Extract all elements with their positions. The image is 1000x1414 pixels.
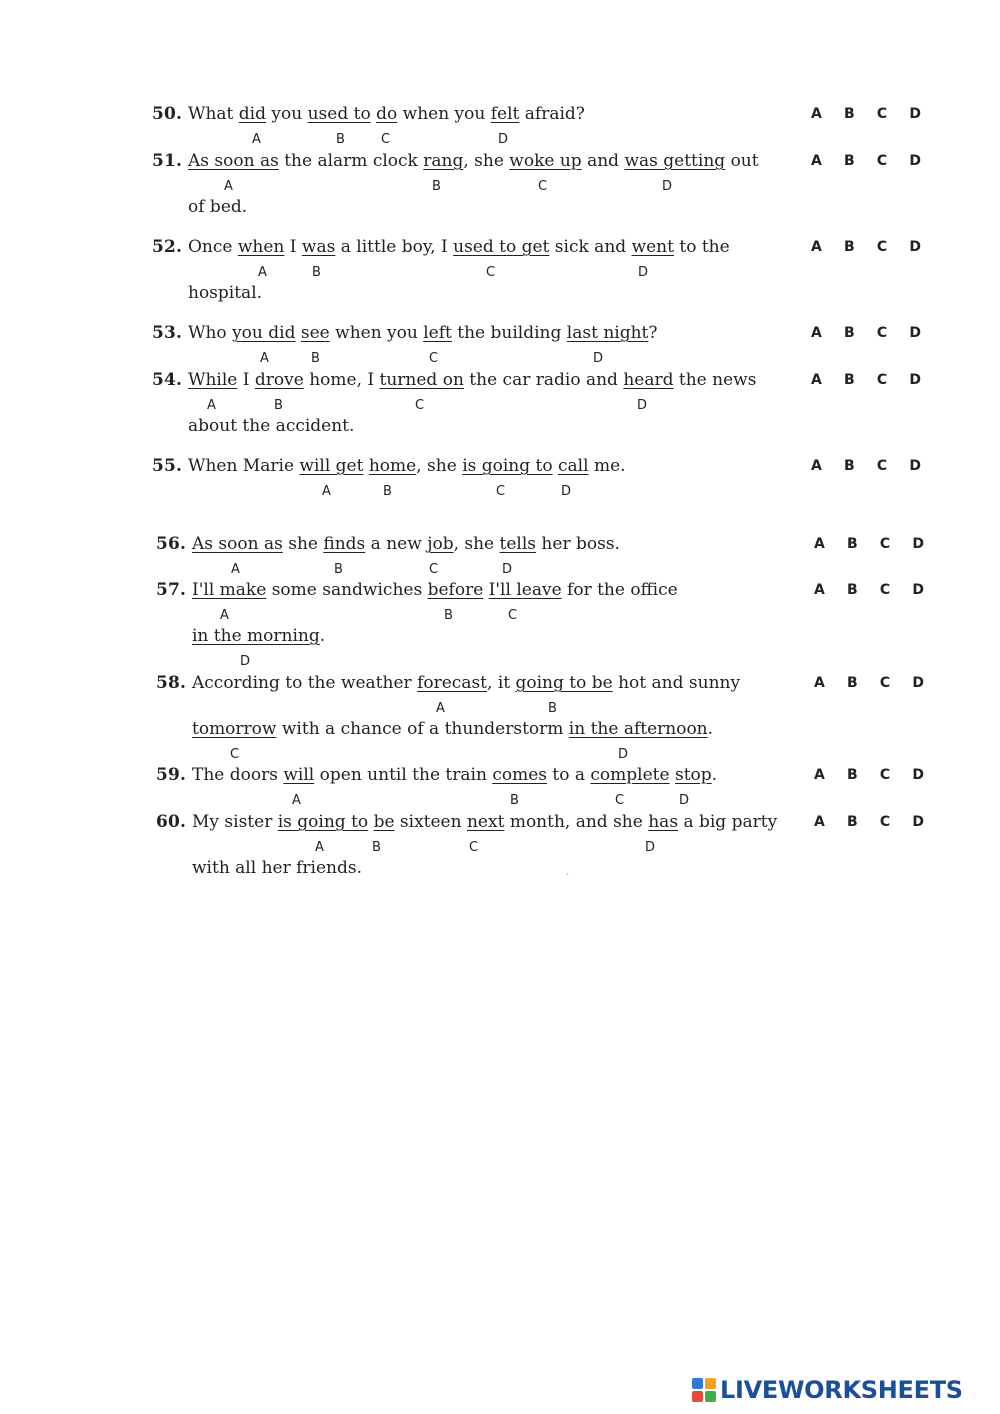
question-number: 50. (152, 104, 183, 124)
text-fragment: . (319, 626, 326, 646)
choice-c-button[interactable]: C (876, 458, 888, 474)
liveworksheets-logo (692, 1376, 963, 1404)
option-label-c: C (429, 562, 439, 577)
text-fragment: me. (588, 456, 626, 476)
question-line-1 (188, 456, 626, 476)
choice-a-button[interactable]: A (811, 325, 822, 341)
logo-text: LIVEWORKSHEETS (720, 1376, 963, 1404)
logo-grid-icon (692, 1378, 716, 1402)
choice-d-button[interactable]: D (909, 106, 921, 122)
answer-choices (811, 325, 921, 341)
option-label-c: C (415, 398, 425, 413)
question-number: 55. (152, 456, 183, 476)
option-label-a: A (252, 132, 261, 147)
underlined-option: rang (423, 151, 464, 171)
option-label-a: A (315, 840, 324, 855)
underlined-option: drove (254, 370, 304, 390)
option-label-d: D (502, 562, 513, 577)
question-line-1 (192, 673, 740, 693)
answer-choices (814, 536, 924, 552)
option-label-a: A (258, 265, 267, 280)
choice-a-button[interactable]: A (814, 675, 825, 691)
choice-b-button[interactable]: B (847, 536, 858, 552)
underlined-option: is going to (462, 456, 553, 476)
choice-b-button[interactable]: B (847, 582, 858, 598)
option-label-a: A (436, 701, 445, 716)
text-fragment: when you (397, 104, 491, 124)
choice-d-button[interactable]: D (912, 536, 924, 552)
question-line-1 (192, 765, 717, 785)
choice-b-button[interactable]: B (844, 372, 855, 388)
text-fragment: and (581, 151, 625, 171)
option-label-a: A (224, 179, 233, 194)
option-label-d: D (561, 484, 572, 499)
text-fragment: , she (463, 151, 510, 171)
text-fragment: month, and she (504, 812, 649, 832)
choice-a-button[interactable]: A (811, 239, 822, 255)
underlined-option: you did (232, 323, 296, 343)
text-fragment: hot and sunny (612, 673, 741, 693)
underlined-option: left (423, 323, 452, 343)
underlined-option: will get (299, 456, 364, 476)
option-label-b: B (444, 608, 453, 623)
option-label-a: A (260, 351, 269, 366)
choice-c-button[interactable]: C (879, 675, 891, 691)
option-label-b: B (274, 398, 283, 413)
stray-mark: ˎ (566, 866, 570, 875)
choice-c-button[interactable]: C (876, 106, 888, 122)
choice-c-button[interactable]: C (876, 372, 888, 388)
answer-choices (811, 106, 921, 122)
question-line-2: hospital. (188, 283, 263, 303)
option-label-d: D (679, 793, 690, 808)
choice-b-button[interactable]: B (847, 767, 858, 783)
choice-c-button[interactable]: C (876, 153, 888, 169)
text-fragment: ? (648, 323, 658, 343)
option-label-c: C (381, 132, 391, 147)
question-number: 59. (156, 765, 187, 785)
choice-d-button[interactable]: D (909, 458, 921, 474)
text-fragment: out (725, 151, 759, 171)
option-label-a: A (292, 793, 301, 808)
choice-c-button[interactable]: C (879, 536, 891, 552)
underlined-option: in the afternoon (568, 719, 708, 739)
option-label-c: C (469, 840, 479, 855)
choice-d-button[interactable]: D (912, 582, 924, 598)
question-number: 53. (152, 323, 183, 343)
choice-b-button[interactable]: B (847, 675, 858, 691)
underlined-option: job (427, 534, 454, 554)
text-fragment: for the office (561, 580, 678, 600)
underlined-option: next (466, 812, 505, 832)
underlined-option: in the morning (192, 626, 320, 646)
option-label-a: A (231, 562, 240, 577)
option-label-b: B (383, 484, 392, 499)
option-label-c: C (538, 179, 548, 194)
option-label-b: B (432, 179, 441, 194)
underlined-option: comes (492, 765, 547, 785)
option-label-b: B (548, 701, 557, 716)
question-line-2: about the accident. (188, 416, 355, 436)
underlined-option: turned on (379, 370, 464, 390)
underlined-option: is going to (277, 812, 369, 832)
text-fragment: some sandwiches (266, 580, 428, 600)
question-line-2 (192, 626, 325, 646)
text-fragment: you (266, 104, 308, 124)
question-line-2 (192, 719, 713, 739)
choice-b-button[interactable]: B (844, 106, 855, 122)
choice-a-button[interactable]: A (811, 153, 822, 169)
text-fragment: . (707, 719, 714, 739)
question-number: 52. (152, 237, 183, 257)
question-number: 60. (156, 812, 187, 832)
text-fragment: My sister (192, 812, 278, 832)
underlined-option: While (188, 370, 238, 390)
text-fragment: the news (673, 370, 757, 390)
underlined-option: finds (323, 534, 366, 554)
text-fragment: I (237, 370, 255, 390)
choice-b-button[interactable]: B (844, 239, 855, 255)
text-fragment: her boss. (536, 534, 620, 554)
choice-c-button[interactable]: C (879, 582, 891, 598)
option-label-d: D (645, 840, 656, 855)
underlined-option: see (300, 323, 330, 343)
question-line-1 (192, 580, 678, 600)
option-label-c: C (615, 793, 625, 808)
underlined-option: I'll make (192, 580, 267, 600)
answer-choices (814, 767, 924, 783)
underlined-option: will (283, 765, 315, 785)
question-line-1 (188, 237, 730, 257)
option-label-b: B (334, 562, 343, 577)
question-line-1 (188, 323, 658, 343)
underlined-option: I'll leave (488, 580, 562, 600)
choice-a-button[interactable]: A (814, 536, 825, 552)
option-label-d: D (498, 132, 509, 147)
option-label-b: B (336, 132, 345, 147)
text-fragment: , she (453, 534, 500, 554)
question-line-1 (188, 370, 756, 390)
choice-c-button[interactable]: C (876, 239, 888, 255)
choice-a-button[interactable]: A (814, 814, 825, 830)
text-fragment: afraid? (519, 104, 585, 124)
choice-d-button[interactable]: D (912, 814, 924, 830)
text-fragment: to the (673, 237, 730, 257)
question-line-2: of bed. (188, 197, 248, 217)
text-fragment: a new (365, 534, 428, 554)
underlined-option: last night (566, 323, 649, 343)
question-line-1 (192, 534, 620, 554)
text-fragment: with a chance of a thunderstorm (276, 719, 569, 739)
option-label-c: C (486, 265, 496, 280)
answer-choices (814, 814, 924, 830)
underlined-option: went (631, 237, 674, 257)
underlined-option: home (368, 456, 417, 476)
answer-choices (811, 372, 921, 388)
underlined-option: woke up (509, 151, 582, 171)
text-fragment: According to the weather (192, 673, 418, 693)
underlined-option: forecast (417, 673, 488, 693)
underlined-option: heard (623, 370, 674, 390)
choice-b-button[interactable]: B (847, 814, 858, 830)
choice-d-button[interactable]: D (909, 239, 921, 255)
option-label-d: D (637, 398, 648, 413)
option-label-d: D (618, 747, 629, 762)
underlined-option: As soon as (192, 534, 283, 554)
choice-a-button[interactable]: A (811, 372, 822, 388)
question-number: 54. (152, 370, 183, 390)
text-fragment: I (284, 237, 302, 257)
underlined-option: As soon as (188, 151, 279, 171)
underlined-option: did (238, 104, 266, 124)
question-number: 58. (156, 673, 187, 693)
underlined-option: be (373, 812, 395, 832)
option-label-a: A (220, 608, 229, 623)
underlined-option: was (301, 237, 336, 257)
question-number: 57. (156, 580, 187, 600)
text-fragment: Once (188, 237, 238, 257)
answer-choices (811, 239, 921, 255)
question-line-1 (192, 812, 777, 832)
text-fragment: , it (487, 673, 516, 693)
question-number: 51. (152, 151, 183, 171)
underlined-option: used to get (453, 237, 550, 257)
question-number: 56. (156, 534, 187, 554)
underlined-option: call (558, 456, 589, 476)
text-fragment: , she (416, 456, 463, 476)
question-line-1 (188, 104, 585, 124)
text-fragment: open until the train (314, 765, 493, 785)
text-fragment: The doors (192, 765, 284, 785)
option-label-b: B (510, 793, 519, 808)
text-fragment: the alarm clock (278, 151, 424, 171)
underlined-option: has (648, 812, 679, 832)
underlined-option: tomorrow (192, 719, 277, 739)
choice-b-button[interactable]: B (844, 153, 855, 169)
option-label-b: B (312, 265, 321, 280)
text-fragment: When Marie (188, 456, 300, 476)
text-fragment: the car radio and (463, 370, 624, 390)
choice-c-button[interactable]: C (876, 325, 888, 341)
text-fragment: What (188, 104, 239, 124)
question-line-2: with all her friends. (192, 858, 362, 878)
answer-choices (811, 458, 921, 474)
answer-choices (814, 675, 924, 691)
answer-choices (814, 582, 924, 598)
underlined-option: stop (674, 765, 712, 785)
option-label-d: D (593, 351, 604, 366)
text-fragment: a big party (678, 812, 778, 832)
text-fragment: sixteen (394, 812, 467, 832)
text-fragment: to a (546, 765, 591, 785)
choice-d-button[interactable]: D (912, 675, 924, 691)
underlined-option: felt (490, 104, 520, 124)
underlined-option: used to (307, 104, 371, 124)
choice-b-button[interactable]: B (844, 458, 855, 474)
choice-d-button[interactable]: D (909, 372, 921, 388)
choice-a-button[interactable]: A (811, 458, 822, 474)
underlined-option: when (237, 237, 285, 257)
choice-c-button[interactable]: C (879, 767, 891, 783)
option-label-b: B (311, 351, 320, 366)
choice-d-button[interactable]: D (909, 153, 921, 169)
choice-d-button[interactable]: D (909, 325, 921, 341)
underlined-option: going to be (515, 673, 613, 693)
text-fragment: . (711, 765, 718, 785)
option-label-c: C (429, 351, 439, 366)
text-fragment: the building (451, 323, 567, 343)
option-label-b: B (372, 840, 381, 855)
choice-a-button[interactable]: A (811, 106, 822, 122)
choice-c-button[interactable]: C (879, 814, 891, 830)
underlined-option: was getting (624, 151, 726, 171)
underlined-option: before (427, 580, 484, 600)
choice-a-button[interactable]: A (814, 767, 825, 783)
underlined-option: tells (499, 534, 537, 554)
text-fragment: home, I (303, 370, 380, 390)
option-label-d: D (638, 265, 649, 280)
choice-b-button[interactable]: B (844, 325, 855, 341)
text-fragment: Who (188, 323, 233, 343)
text-fragment: she (282, 534, 324, 554)
text-fragment: when you (329, 323, 424, 343)
option-label-a: A (322, 484, 331, 499)
option-label-c: C (496, 484, 506, 499)
text-fragment: sick and (549, 237, 632, 257)
choice-a-button[interactable]: A (814, 582, 825, 598)
choice-d-button[interactable]: D (912, 767, 924, 783)
option-label-a: A (207, 398, 216, 413)
answer-choices (811, 153, 921, 169)
underlined-option: complete (590, 765, 670, 785)
text-fragment: a little boy, I (335, 237, 454, 257)
underlined-option: do (376, 104, 398, 124)
option-label-c: C (508, 608, 518, 623)
option-label-d: D (240, 654, 251, 669)
option-label-c: C (230, 747, 240, 762)
question-line-1 (188, 151, 759, 171)
option-label-d: D (662, 179, 673, 194)
